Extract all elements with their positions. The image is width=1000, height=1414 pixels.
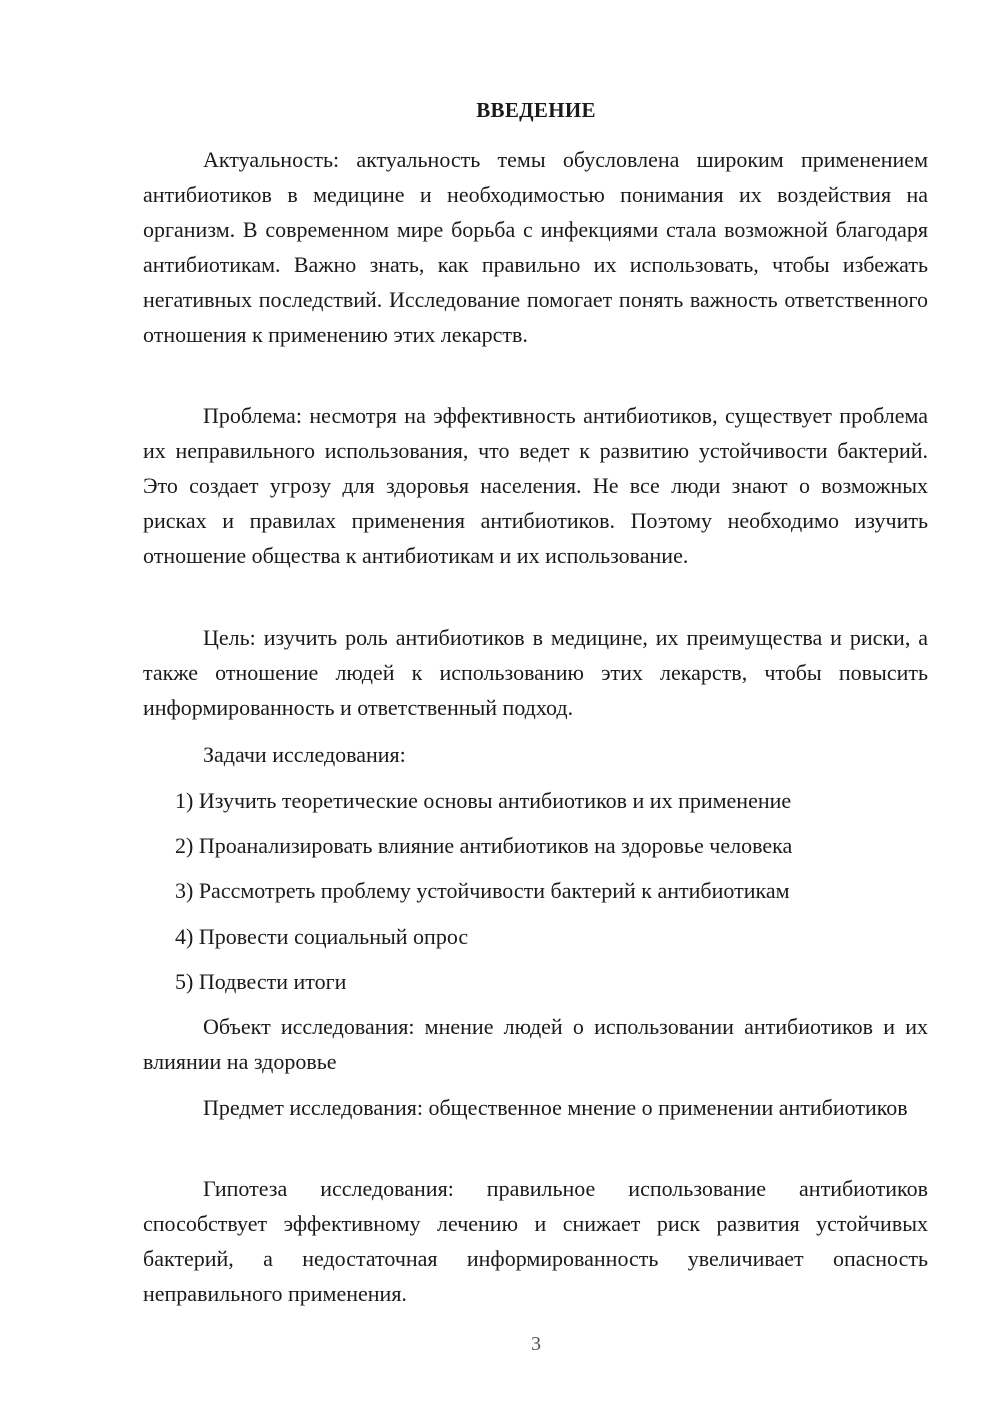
paragraph-object: Объект исследования: мнение людей о использовании антибиотиков и их влиянии на здоровье [143, 1014, 928, 1074]
paragraph-problem: Проблема: несмотря на эффективность антибиотиков, существует проблема их неправильного использования, что ведет к развитию устойчивости бактерий. Это создает угрозу для здоровья населения. Не все люди знают о возможных рисках и правилах применения антибиотиков. Поэтому необходимо изучить отношение общества к антибиотикам и их использование. [143, 403, 928, 568]
paragraph-hypothesis: Гипотеза исследования: правильное использование антибиотиков способствует эффективному лечению и снижает риск развития устойчивых бактерий, а недостаточная информированность увеличивает опасность неправильного применения. [143, 1176, 928, 1306]
page-number: 3 [531, 1333, 541, 1355]
paragraph-subject: Предмет исследования: общественное мнение о применении антибиотиков [203, 1095, 908, 1120]
task-item-3: 3) Рассмотреть проблему устойчивости бактерий к антибиотикам [175, 878, 790, 903]
paragraph-goal: Цель: изучить роль антибиотиков в медицине, их преимущества и риски, а также отношение людей к использованию этих лекарств, чтобы повысить информированность и ответственный подход. [143, 625, 928, 720]
task-item-1: 1) Изучить теоретические основы антибиотиков и их применение [175, 788, 792, 813]
task-item-4: 4) Провести социальный опрос [175, 924, 469, 949]
task-item-2: 2) Проанализировать влияние антибиотиков на здоровье человека [175, 833, 793, 858]
tasks-heading: Задачи исследования: [203, 742, 406, 767]
paragraph-relevance: Актуальность: актуальность темы обусловлена широким применением антибиотиков в медицине и необходимостью понимания их воздействия на организм. В современном мире борьба с инфекциями стала возможной благодаря антибиотикам. Важно знать, как правильно их использовать, чтобы избежать негативных последствий. Исследование помогает понять важность ответственного отношения к применению этих лекарств. [143, 147, 928, 347]
task-item-5: 5) Подвести итоги [175, 969, 347, 994]
page-title: ВВЕДЕНИЕ [476, 98, 596, 122]
